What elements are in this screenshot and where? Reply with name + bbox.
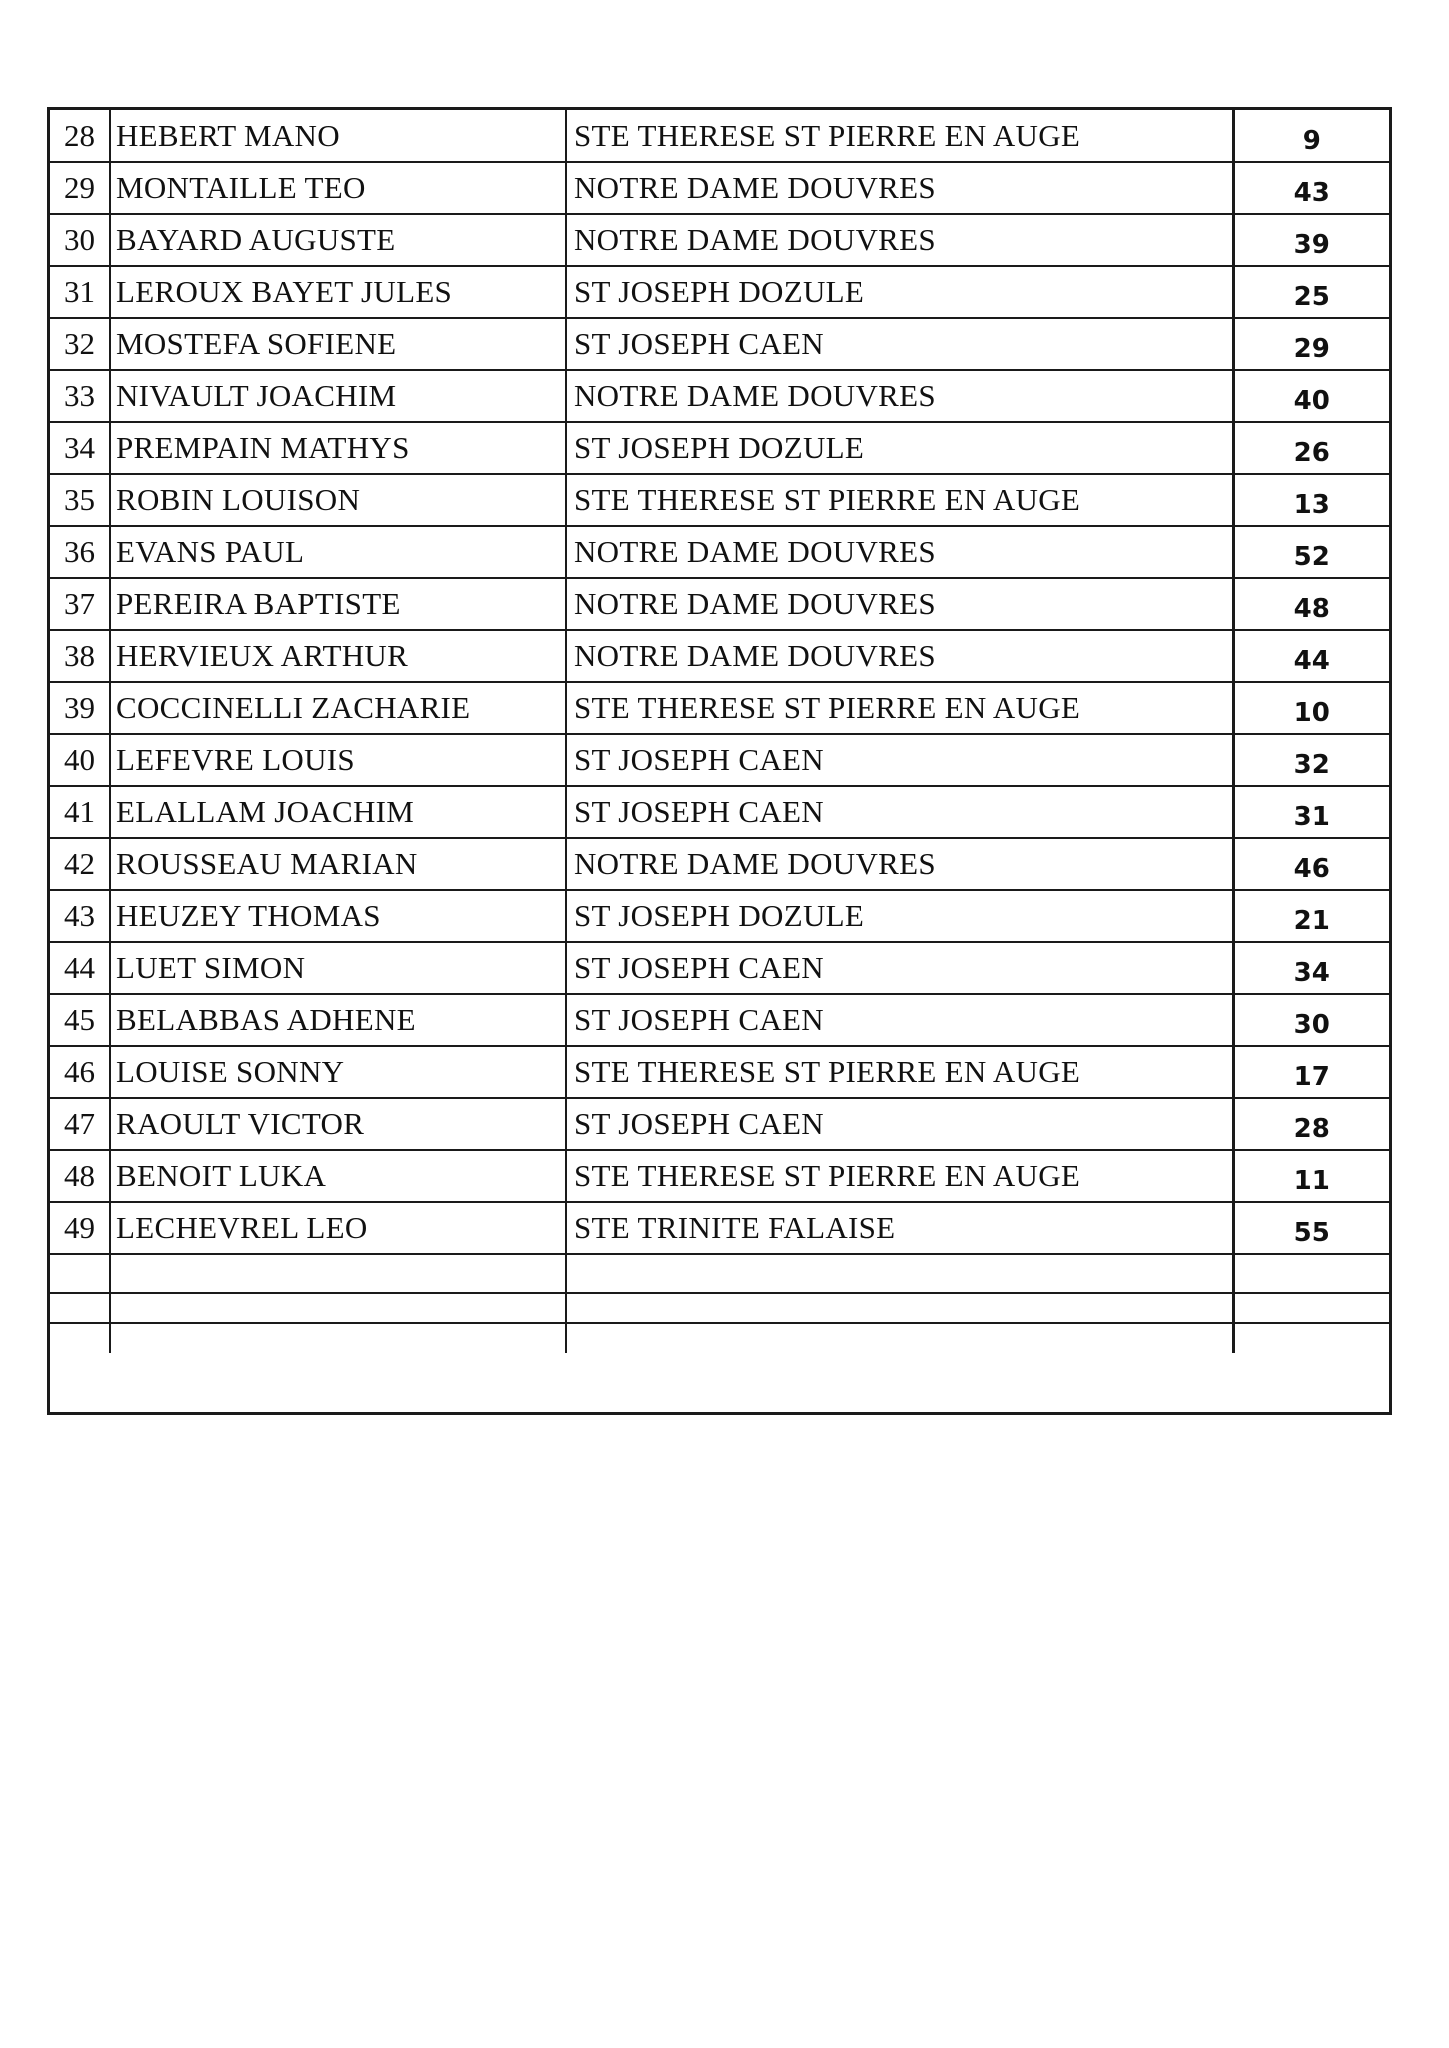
rank-value: 17 xyxy=(1233,1046,1389,1098)
school-name: STE THERESE ST PIERRE EN AUGE xyxy=(566,474,1233,526)
table-row xyxy=(50,630,1389,682)
participant-name: BENOIT LUKA xyxy=(110,1150,566,1202)
school-name: ST JOSEPH CAEN xyxy=(566,734,1233,786)
empty-cell xyxy=(110,1323,566,1353)
participant-name: BELABBAS ADHENE xyxy=(110,994,566,1046)
row-number: 49 xyxy=(50,1202,110,1254)
rank-value: 48 xyxy=(1233,578,1389,630)
rank-value: 52 xyxy=(1233,526,1389,578)
school-name: NOTRE DAME DOUVRES xyxy=(566,162,1233,214)
rank-value: 13 xyxy=(1233,474,1389,526)
school-name: ST JOSEPH CAEN xyxy=(566,942,1233,994)
rank-value: 11 xyxy=(1233,1150,1389,1202)
school-name: ST JOSEPH CAEN xyxy=(566,318,1233,370)
row-number: 30 xyxy=(50,214,110,266)
results-table-body xyxy=(50,110,1389,1353)
rank-value: 34 xyxy=(1233,942,1389,994)
row-number: 45 xyxy=(50,994,110,1046)
empty-cell xyxy=(566,1293,1233,1323)
row-number: 36 xyxy=(50,526,110,578)
row-number: 33 xyxy=(50,370,110,422)
table-row xyxy=(50,162,1389,214)
rank-value: 25 xyxy=(1233,266,1389,318)
school-name: ST JOSEPH CAEN xyxy=(566,994,1233,1046)
empty-cell xyxy=(1233,1254,1389,1293)
school-name: NOTRE DAME DOUVRES xyxy=(566,526,1233,578)
empty-cell xyxy=(1233,1293,1389,1323)
table-row xyxy=(50,526,1389,578)
participant-name: LUET SIMON xyxy=(110,942,566,994)
empty-table-row xyxy=(50,1323,1389,1353)
empty-cell xyxy=(110,1254,566,1293)
rank-value: 55 xyxy=(1233,1202,1389,1254)
participant-name: BAYARD AUGUSTE xyxy=(110,214,566,266)
rank-value: 40 xyxy=(1233,370,1389,422)
empty-table-row xyxy=(50,1293,1389,1323)
table-row xyxy=(50,1098,1389,1150)
table-row xyxy=(50,682,1389,734)
participant-name: MOSTEFA SOFIENE xyxy=(110,318,566,370)
results-table xyxy=(50,110,1389,1353)
participant-name: LEROUX BAYET JULES xyxy=(110,266,566,318)
participant-name: LEFEVRE LOUIS xyxy=(110,734,566,786)
school-name: STE TRINITE FALAISE xyxy=(566,1202,1233,1254)
row-number: 38 xyxy=(50,630,110,682)
participant-name: HEBERT MANO xyxy=(110,110,566,162)
school-name: ST JOSEPH CAEN xyxy=(566,786,1233,838)
empty-table-row xyxy=(50,1254,1389,1293)
table-row xyxy=(50,1046,1389,1098)
row-number: 34 xyxy=(50,422,110,474)
participant-name: ELALLAM JOACHIM xyxy=(110,786,566,838)
row-number: 37 xyxy=(50,578,110,630)
school-name: STE THERESE ST PIERRE EN AUGE xyxy=(566,1046,1233,1098)
empty-cell xyxy=(1233,1323,1389,1353)
row-number: 28 xyxy=(50,110,110,162)
table-row xyxy=(50,318,1389,370)
participant-name: PEREIRA BAPTISTE xyxy=(110,578,566,630)
rank-value: 21 xyxy=(1233,890,1389,942)
row-number: 31 xyxy=(50,266,110,318)
table-row xyxy=(50,734,1389,786)
school-name: STE THERESE ST PIERRE EN AUGE xyxy=(566,110,1233,162)
school-name: STE THERESE ST PIERRE EN AUGE xyxy=(566,1150,1233,1202)
table-row xyxy=(50,266,1389,318)
table-row xyxy=(50,1150,1389,1202)
participant-name: ROUSSEAU MARIAN xyxy=(110,838,566,890)
table-row xyxy=(50,214,1389,266)
table-row xyxy=(50,838,1389,890)
school-name: ST JOSEPH DOZULE xyxy=(566,422,1233,474)
table-row xyxy=(50,1202,1389,1254)
rank-value: 30 xyxy=(1233,994,1389,1046)
rank-value: 46 xyxy=(1233,838,1389,890)
empty-cell xyxy=(566,1323,1233,1353)
empty-cell xyxy=(110,1293,566,1323)
school-name: NOTRE DAME DOUVRES xyxy=(566,838,1233,890)
participant-name: EVANS PAUL xyxy=(110,526,566,578)
row-number: 29 xyxy=(50,162,110,214)
table-row xyxy=(50,578,1389,630)
participant-name: MONTAILLE TEO xyxy=(110,162,566,214)
empty-cell xyxy=(50,1293,110,1323)
row-number: 43 xyxy=(50,890,110,942)
empty-cell xyxy=(50,1254,110,1293)
school-name: ST JOSEPH CAEN xyxy=(566,1098,1233,1150)
rank-value: 32 xyxy=(1233,734,1389,786)
row-number: 47 xyxy=(50,1098,110,1150)
school-name: NOTRE DAME DOUVRES xyxy=(566,214,1233,266)
row-number: 41 xyxy=(50,786,110,838)
empty-cell xyxy=(566,1254,1233,1293)
table-row xyxy=(50,942,1389,994)
participant-name: LOUISE SONNY xyxy=(110,1046,566,1098)
table-row xyxy=(50,786,1389,838)
rank-value: 39 xyxy=(1233,214,1389,266)
participant-name: PREMPAIN MATHYS xyxy=(110,422,566,474)
participant-name: RAOULT VICTOR xyxy=(110,1098,566,1150)
rank-value: 31 xyxy=(1233,786,1389,838)
school-name: ST JOSEPH DOZULE xyxy=(566,266,1233,318)
participant-name: HERVIEUX ARTHUR xyxy=(110,630,566,682)
rank-value: 26 xyxy=(1233,422,1389,474)
rank-value: 43 xyxy=(1233,162,1389,214)
row-number: 32 xyxy=(50,318,110,370)
row-number: 39 xyxy=(50,682,110,734)
empty-cell xyxy=(50,1323,110,1353)
participant-name: LECHEVREL LEO xyxy=(110,1202,566,1254)
table-row xyxy=(50,994,1389,1046)
rank-value: 29 xyxy=(1233,318,1389,370)
table-row xyxy=(50,422,1389,474)
row-number: 42 xyxy=(50,838,110,890)
row-number: 40 xyxy=(50,734,110,786)
row-number: 46 xyxy=(50,1046,110,1098)
school-name: NOTRE DAME DOUVRES xyxy=(566,630,1233,682)
table-row xyxy=(50,370,1389,422)
rank-value: 9 xyxy=(1233,110,1389,162)
school-name: STE THERESE ST PIERRE EN AUGE xyxy=(566,682,1233,734)
row-number: 44 xyxy=(50,942,110,994)
table-row xyxy=(50,890,1389,942)
school-name: NOTRE DAME DOUVRES xyxy=(566,578,1233,630)
row-number: 35 xyxy=(50,474,110,526)
participant-name: ROBIN LOUISON xyxy=(110,474,566,526)
rank-value: 28 xyxy=(1233,1098,1389,1150)
participant-name: COCCINELLI ZACHARIE xyxy=(110,682,566,734)
participant-name: HEUZEY THOMAS xyxy=(110,890,566,942)
school-name: ST JOSEPH DOZULE xyxy=(566,890,1233,942)
rank-value: 10 xyxy=(1233,682,1389,734)
table-row xyxy=(50,110,1389,162)
rank-value: 44 xyxy=(1233,630,1389,682)
table-row xyxy=(50,474,1389,526)
row-number: 48 xyxy=(50,1150,110,1202)
school-name: NOTRE DAME DOUVRES xyxy=(566,370,1233,422)
participant-name: NIVAULT JOACHIM xyxy=(110,370,566,422)
results-sheet xyxy=(47,107,1392,1415)
